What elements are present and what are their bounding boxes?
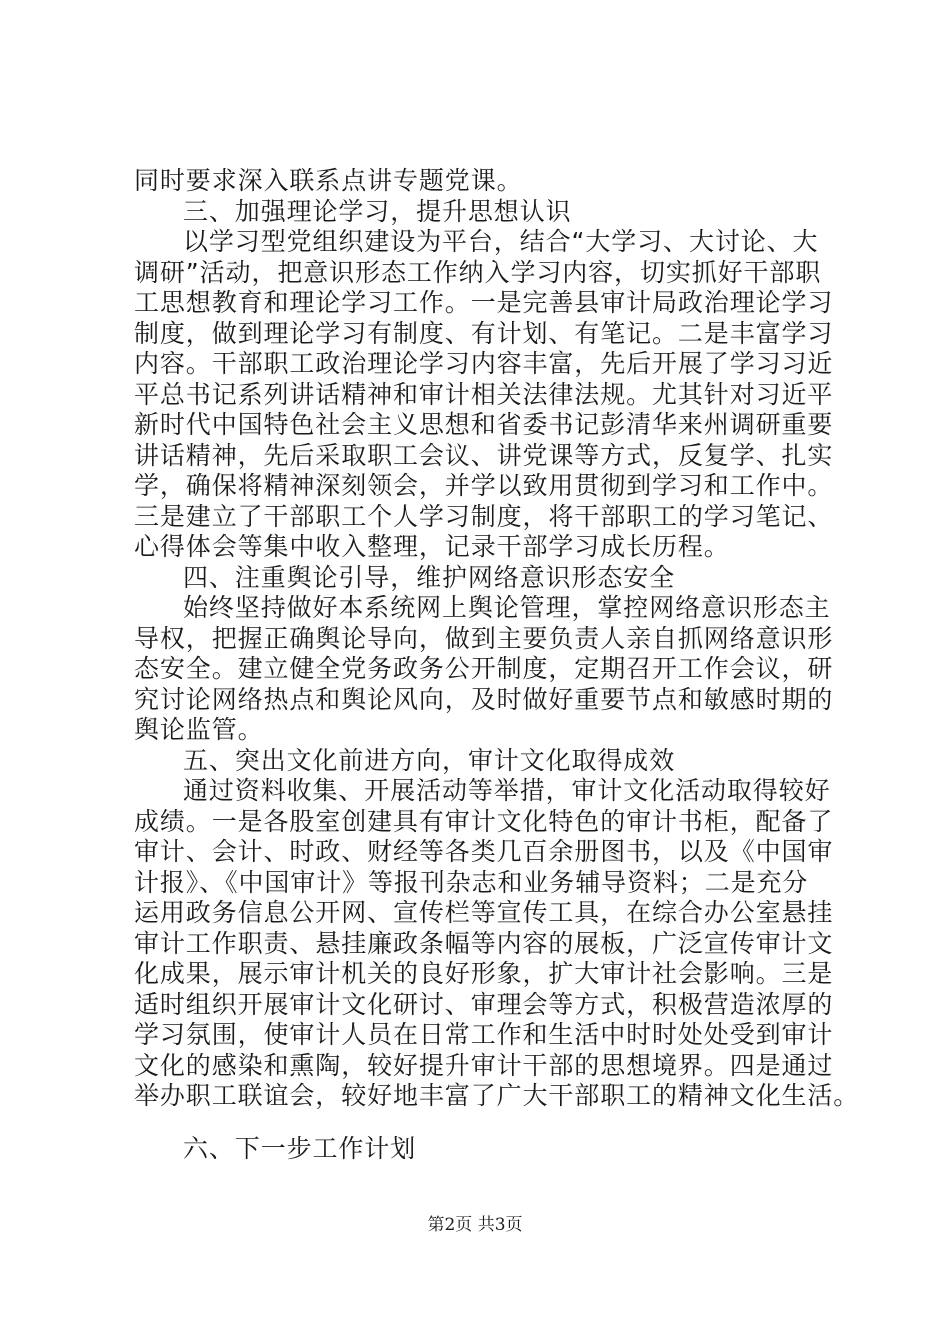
section-heading-6: 六、下一步工作计划	[183, 1133, 417, 1163]
body-text-line: 调研”活动，把意识形态工作纳入学习内容，切实抓好干部职	[134, 257, 822, 287]
body-text-line: 同时要求深入联系点讲专题党课。	[134, 166, 523, 195]
body-text-line: 究讨论网络热点和舆论风向，及时做好重要节点和敏感时期的	[134, 684, 834, 714]
body-text-line: 适时组织开展审计文化研讨、审理会等方式，积极营造浓厚的	[134, 989, 834, 1019]
body-text-line: 文化的感染和熏陶，较好提升审计干部的思想境界。四是通过	[134, 1050, 834, 1080]
page-number-footer: 第2页 共3页	[427, 1215, 523, 1235]
body-text-line: 讲话精神，先后采取职工会议、讲党课等方式，反复学、扎实	[134, 440, 834, 470]
body-text-line: 心得体会等集中收入整理，记录干部学习成长历程。	[134, 532, 730, 561]
section-heading-3: 三、加强理论学习，提升思想认识	[183, 196, 572, 226]
body-text-line: 通过资料收集、开展活动等举措，审计文化活动取得较好	[183, 776, 831, 805]
body-text-line: 审计工作职责、悬挂廉政条幅等内容的展板，广泛宣传审计文	[134, 928, 834, 958]
body-text-line: 始终坚持做好本系统网上舆论管理，掌控网络意识形态主	[183, 593, 831, 622]
body-text-line: 制度，做到理论学习有制度、有计划、有笔记。二是丰富学习	[134, 318, 834, 348]
section-heading-5: 五、突出文化前进方向，审计文化取得成效	[183, 745, 676, 775]
body-text-line: 工思想教育和理论学习工作。一是完善县审计局政治理论学习	[134, 288, 834, 317]
body-text-line: 三是建立了干部职工个人学习制度，将干部职工的学习笔记、	[134, 501, 834, 531]
body-text-line: 学习氛围，使审计人员在日常工作和生活中时时处处受到审计	[134, 1020, 834, 1049]
body-text-line: 运用政务信息公开网、宣传栏等宣传工具，在综合办公室悬挂	[134, 898, 834, 927]
body-text-line: 以学习型党组织建设为平台，结合“大学习、大讨论、大	[183, 227, 819, 256]
body-text-line: 计报》、《中国审计》等报刊杂志和业务辅导资料；二是充分	[134, 867, 809, 897]
body-text-line: 新时代中国特色社会主义思想和省委书记彭清华来州调研重要	[134, 410, 834, 439]
body-text-line: 态安全。建立健全党务政务公开制度，定期召开工作会议，研	[134, 654, 834, 683]
body-text-line: 内容。干部职工政治理论学习内容丰富，先后开展了学习习近	[134, 349, 834, 378]
body-text-line: 导权，把握正确舆论导向，做到主要负责人亲自抓网络意识形	[134, 623, 834, 653]
body-text-line: 化成果，展示审计机关的良好形象，扩大审计社会影响。三是	[134, 959, 834, 988]
body-text-line: 审计、会计、时政、财经等各类几百余册图书，以及《中国审	[134, 837, 834, 866]
body-text-line: 学，确保将精神深刻领会，并学以致用贯彻到学习和工作中。	[134, 471, 834, 500]
body-text-line: 成绩。一是各股室创建具有审计文化特色的审计书柜，配备了	[134, 806, 834, 836]
body-text-line: 举办职工联谊会，较好地丰富了广大干部职工的精神文化生活。	[134, 1081, 860, 1110]
section-heading-4: 四、注重舆论引导，维护网络意识形态安全	[183, 562, 676, 592]
body-text-line: 舆论监管。	[134, 715, 264, 744]
body-text-line: 平总书记系列讲话精神和审计相关法律法规。尤其针对习近平	[134, 379, 834, 409]
